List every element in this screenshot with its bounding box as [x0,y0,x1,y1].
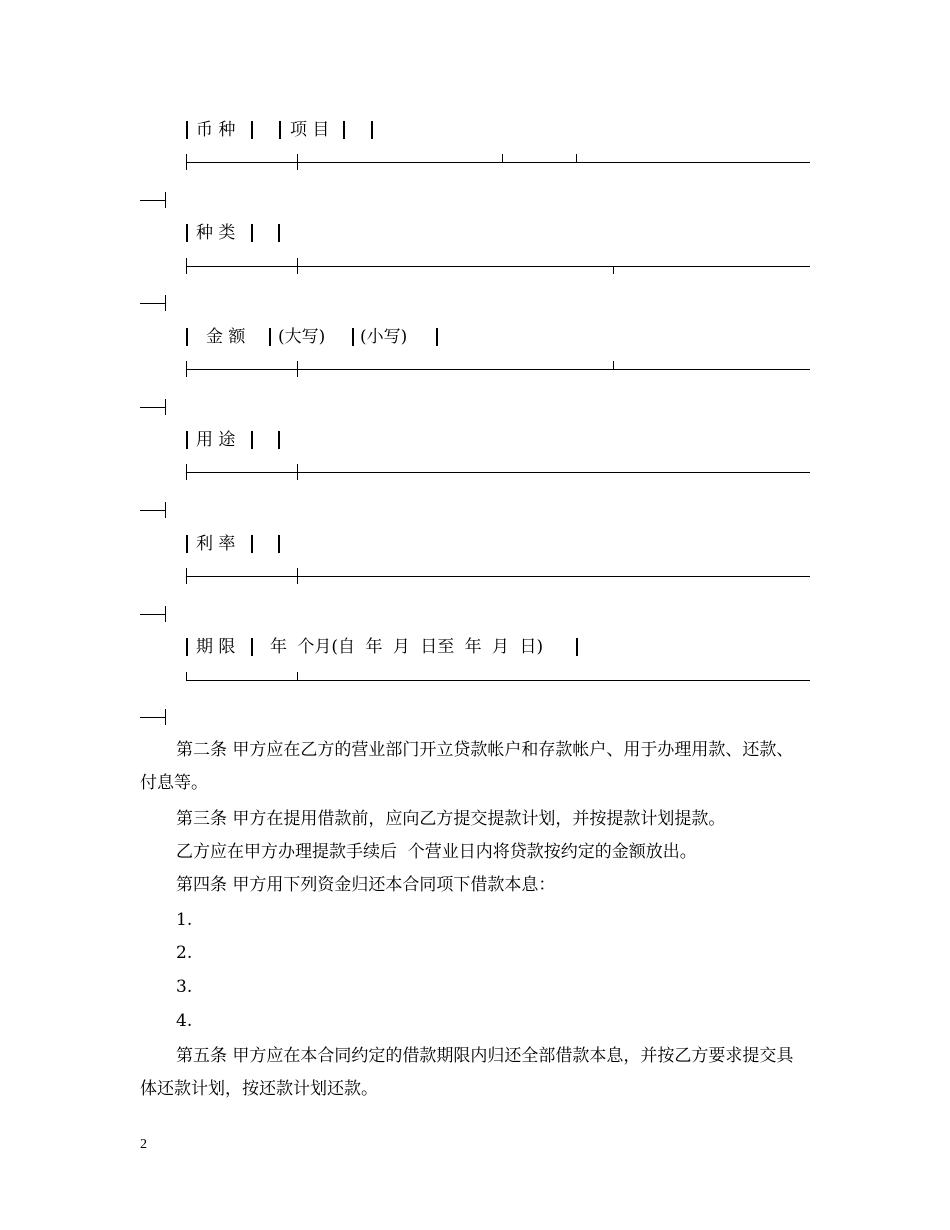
table-rule [186,472,810,473]
table-rule [186,680,810,681]
table-border [343,121,345,139]
list-item-number: 1. [176,910,193,930]
table-border [186,121,188,139]
article-5-text: 第五条 甲方应在本合同约定的借款期限内归还全部借款本息，并按乙方要求提交具体还款计划，按还款计划还款。 [140,1046,794,1099]
table-rule [186,162,810,163]
table-rule [140,510,165,511]
table-border [352,328,354,346]
article-3-clause-text: 乙方应在甲方办理提款手续后 个营业日内将贷款按约定的金额放出。 [176,842,697,862]
table-border [297,154,298,170]
table-rule [140,200,165,201]
article-2-text: 第二条 甲方应在乙方的营业部门开立贷款帐户和存款帐户、用于办理用款、还款、付息等。 [140,740,794,793]
table-border [297,568,298,584]
table-border [165,502,166,518]
table-border [436,328,438,346]
cell-term-value: 年 个月(自 年 月 日至 年 月 日) [270,637,544,657]
table-border [279,121,281,139]
cell-label-purpose: 用 途 [196,430,236,450]
article-2 [140,734,810,800]
cell-label-term: 期 限 [196,637,236,657]
list-item [140,971,810,1004]
table-rule [140,717,165,718]
table-border [186,431,188,449]
article-5 [140,1040,810,1106]
table-border [186,361,187,377]
table-border [186,154,187,170]
cell-label-amount: 金 额 [206,327,246,347]
cell-label-interest-rate: 利 率 [196,534,236,554]
table-border [297,258,298,274]
cell-amount-uppercase: (大写) [278,327,326,347]
list-item-number: 2. [176,943,193,963]
article-4 [140,869,810,902]
table-border [186,464,187,480]
table-border [165,192,166,208]
list-item [140,937,810,970]
table-border [278,224,280,242]
table-border [186,224,188,242]
article-3 [140,803,810,836]
cell-label-currency: 币 种 [196,120,236,140]
table-border [502,154,503,162]
cell-amount-figures: (小写) [360,327,408,347]
article-3-text: 第三条 甲方在提用借款前，应向乙方提交提款计划，并按提款计划提款。 [176,809,726,829]
table-rule [140,614,165,615]
table-border [576,154,577,162]
table-border [297,361,298,377]
article-4-text: 第四条 甲方用下列资金归还本合同项下借款本息： [176,875,556,895]
table-border [251,638,253,656]
article-3-clause [140,836,810,869]
list-item [140,904,810,937]
table-border [165,709,166,725]
table-border [278,535,280,553]
table-border [251,535,253,553]
page-number: 2 [140,1137,147,1152]
table-rule [140,407,165,408]
table-border [576,638,578,656]
cell-label-type: 种 类 [196,223,236,243]
cell-label-item: 项 目 [290,120,330,140]
table-border [613,266,614,274]
table-border [186,328,188,346]
table-border [186,258,187,274]
table-rule [186,576,810,577]
table-border [297,672,298,680]
table-border [251,224,253,242]
table-border [165,399,166,415]
table-border [297,464,298,480]
table-border [165,606,166,622]
table-border [251,121,253,139]
table-border [613,361,614,369]
table-border [186,638,188,656]
table-rule [186,369,810,370]
table-rule [186,266,810,267]
table-border [186,672,187,680]
table-border [186,568,187,584]
table-border [251,431,253,449]
table-rule [140,303,165,304]
table-border [186,535,188,553]
list-item-number: 3. [176,977,193,997]
table-border [371,121,373,139]
table-border [269,328,271,346]
table-border [165,295,166,311]
list-item-number: 4. [176,1011,193,1031]
table-border [278,431,280,449]
list-item [140,1005,810,1038]
